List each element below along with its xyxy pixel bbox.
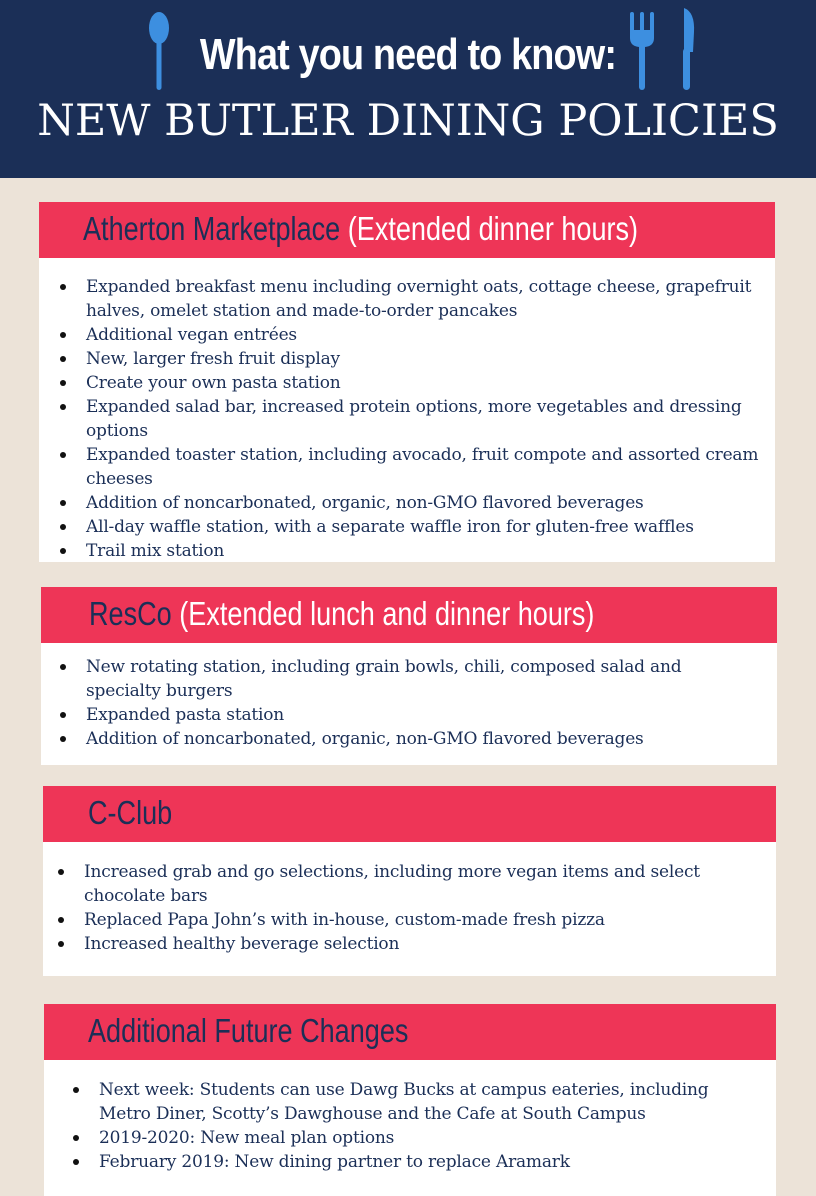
list-item: Addition of noncarbonated, organic, non-GMO flavored beverages (86, 727, 756, 751)
list-item: Addition of noncarbonated, organic, non-GMO flavored beverages (86, 491, 770, 515)
section-body (43, 842, 776, 976)
section-header (39, 202, 775, 258)
list-item: Expanded pasta station (86, 703, 756, 727)
section-note: (Extended dinner hours) (347, 210, 639, 247)
list-item: Expanded toaster station, including avocado, fruit compote and assorted cream cheeses (86, 443, 770, 491)
section-title (83, 210, 638, 248)
section-name: C-Club (88, 794, 173, 831)
section-body (39, 258, 775, 562)
section-note: (Extended lunch and dinner hours) (179, 595, 595, 632)
list-item: Expanded breakfast menu including overnight oats, cottage cheese, grapefruit halves, omelet station and made-to-order pancakes (86, 275, 770, 323)
list-item: Additional vegan entrées (86, 323, 770, 347)
section-name: Atherton Marketplace (83, 210, 341, 247)
list-item: New, larger fresh fruit display (86, 347, 770, 371)
page-subtitle: NEW BUTLER DINING POLICIES (37, 96, 779, 146)
header-banner (0, 0, 816, 178)
list-item: 2019-2020: New meal plan options (99, 1126, 759, 1150)
section-c-club (43, 786, 776, 976)
section-body (44, 1060, 776, 1196)
list-item: All-day waffle station, with a separate waffle iron for gluten-free waffles (86, 515, 770, 539)
list-item: Increased healthy beverage selection (84, 932, 754, 956)
list-item: Create your own pasta station (86, 371, 770, 395)
section-name: Additional Future Changes (88, 1012, 409, 1049)
section-title (88, 1012, 408, 1050)
fork-icon (628, 12, 656, 92)
list-item: Increased grab and go selections, including more vegan items and select chocolate bars (84, 860, 754, 908)
section-title (89, 595, 594, 633)
list-item: Next week: Students can use Dawg Bucks at campus eateries, including Metro Diner, Scotty’s Dawghouse and the Cafe at South Campus (99, 1078, 759, 1126)
section-atherton-marketplace (39, 202, 775, 562)
list-item: Trail mix station (86, 539, 770, 563)
section-header (41, 587, 777, 643)
list-item: Expanded salad bar, increased protein options, more vegetables and dressing options (86, 395, 770, 443)
section-resco (41, 587, 777, 765)
page-title: What you need to know: (199, 30, 617, 79)
list-item: Replaced Papa John’s with in-house, custom-made fresh pizza (84, 908, 754, 932)
knife-icon (675, 8, 697, 92)
section-name: ResCo (89, 595, 172, 632)
section-header (43, 786, 776, 842)
list-item: February 2019: New dining partner to replace Aramark (99, 1150, 759, 1174)
section-additional-future-changes (44, 1004, 776, 1196)
section-body (41, 643, 777, 765)
section-header (44, 1004, 776, 1060)
list-item: New rotating station, including grain bowls, chili, composed salad and specialty burgers (86, 655, 756, 703)
section-title (88, 794, 172, 832)
